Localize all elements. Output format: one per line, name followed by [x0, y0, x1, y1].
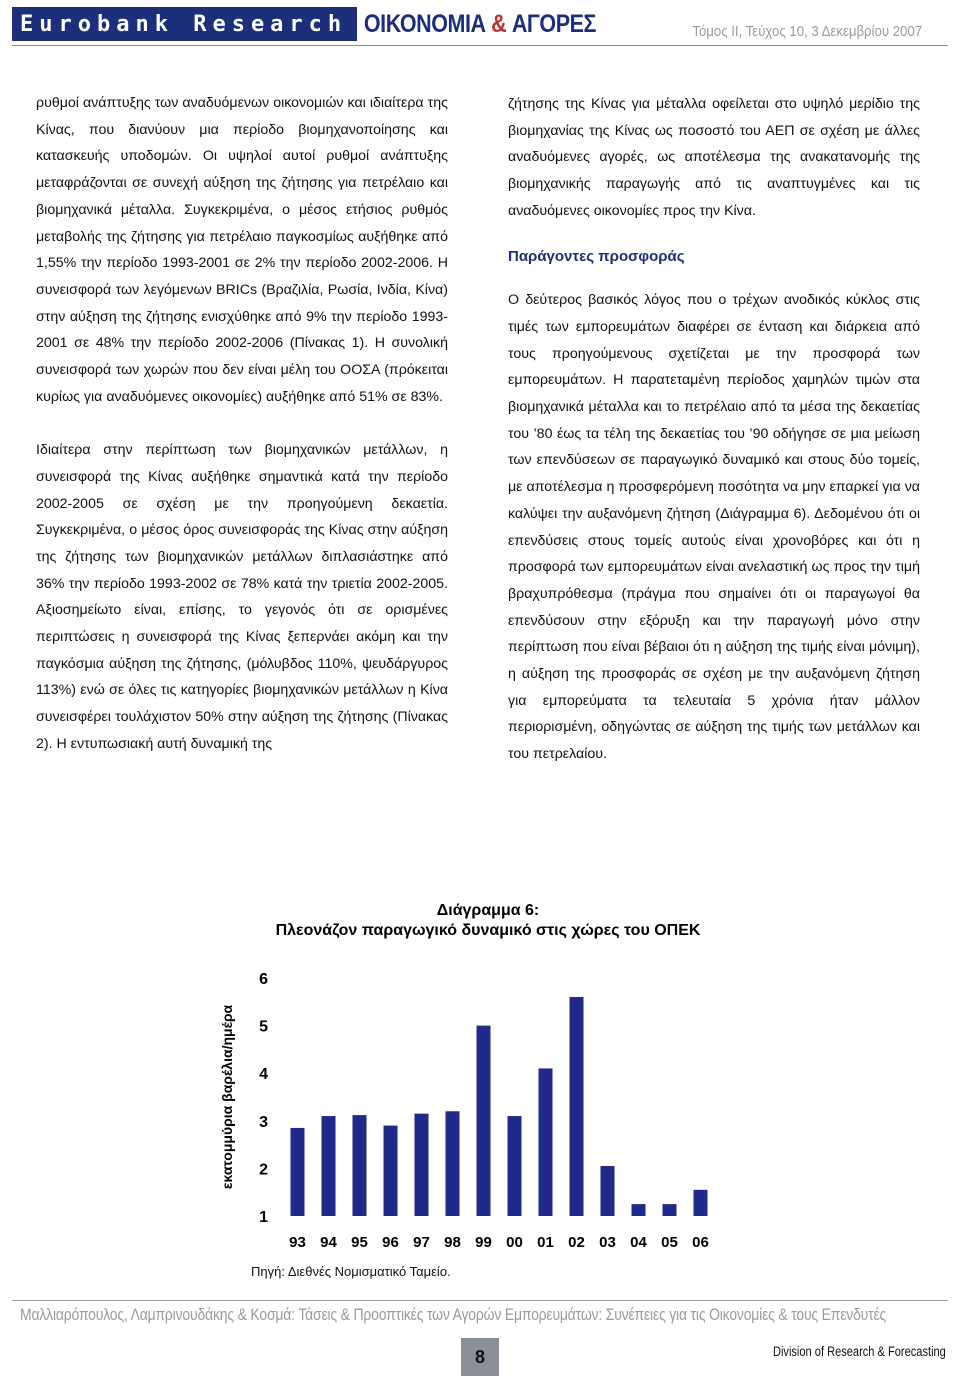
- x-tick-label-95: 95: [351, 1234, 368, 1251]
- bar-05: [663, 1204, 677, 1216]
- bar-01: [539, 1068, 553, 1216]
- section-title-part2: ΑΓΟΡΕΣ: [512, 9, 597, 38]
- chart-source: Πηγή: Διεθνές Νομισματικό Ταμείο.: [251, 1264, 451, 1279]
- x-tick-label-93: 93: [289, 1234, 306, 1251]
- x-tick-label-98: 98: [444, 1234, 461, 1251]
- x-tick-label-03: 03: [599, 1234, 616, 1251]
- y-tick-label-1: 1: [259, 1209, 268, 1226]
- chart-subtitle: Πλεονάζον παραγωγικό δυναμικό στις χώρες του ΟΠΕΚ: [275, 922, 701, 939]
- x-tick-label-06: 06: [692, 1234, 709, 1251]
- y-tick-label-5: 5: [259, 1018, 268, 1036]
- x-tick-label-02: 02: [568, 1234, 585, 1251]
- issue-info: Τόμος ΙΙ, Τεύχος 10, 3 Δεκεμβρίου 2007: [692, 23, 922, 40]
- x-tick-label-97: 97: [413, 1234, 430, 1251]
- bar-06: [694, 1190, 708, 1216]
- section-title-amp: &: [491, 9, 507, 38]
- bar-03: [601, 1166, 615, 1216]
- x-tick-label-00: 00: [506, 1234, 523, 1251]
- y-axis-label: εκατομμύρια βαρέλια/ημέρα: [219, 1004, 235, 1190]
- x-tick-label-01: 01: [537, 1234, 554, 1251]
- x-tick-label-94: 94: [320, 1234, 337, 1251]
- bar-98: [446, 1111, 460, 1216]
- bar-95: [353, 1115, 367, 1216]
- left-paragraph-1: ρυθμοί ανάπτυξης των αναδυόμενων οικονομιών και ιδιαίτερα της Κίνας, που διανύουν μια περίοδο βιομηχανοποίησης και κατασκευής υποδομών. Οι υψηλοί αυτοί ρυθμοί ανάπτυξης μεταφράζονται σε συνεχή αύξηση της ζήτησης για πετρέλαιο και βιομηχανικά μέταλλα. Συγκεκριμένα, ο μέσος ετήσιος ρυθμός μεταβολής της ζήτησης για πετρέλαιο παγκοσμίως αυξήθηκε από 1,55% την περίοδο 1993-2001 σε 2% την περίοδο 2002-2006. Η συνεισφορά των λεγόμενων BRICs (Βραζιλία, Ρωσία, Ινδία, Κίνα) στην αύξηση της ζήτησης ενισχύθηκε από 9% την περίοδο 1993-2001 σε 48% την περίοδο 2002-2006 (Πίνακας 1). Η συνολική συνεισφορά των χωρών που δεν είναι μέλη του ΟΟΣΑ (πρόκειται κυρίως για αναδυόμενες οικονομίες) αυξήθηκε από 51% σε 83%.: [36, 95, 448, 405]
- bar-02: [570, 997, 584, 1216]
- bar-04: [632, 1204, 646, 1216]
- y-tick-label-3: 3: [259, 1113, 268, 1131]
- x-tick-label-04: 04: [630, 1234, 647, 1251]
- y-tick-label-6: 6: [259, 971, 268, 988]
- division-name: Division of Research & Forecasting: [773, 1344, 946, 1359]
- right-paragraph-1: ζήτησης της Κίνας για μέταλλα οφείλεται στο υψηλό μερίδιο της βιομηχανίας της Κίνας ως ποσοστό του ΑΕΠ σε σχέση με άλλες αναδυόμενες αγορές, ως αποτέλεσμα της ανακατανομής της βιομηχανικής παραγωγής από τις αναπτυγμένες και τις αναδυόμενες οικονομίες προς την Κίνα.: [508, 96, 920, 219]
- y-tick-label-4: 4: [259, 1066, 268, 1084]
- y-tick-label-2: 2: [259, 1161, 268, 1179]
- x-tick-label-05: 05: [661, 1234, 678, 1251]
- page-number: 8: [461, 1338, 499, 1376]
- bar-00: [508, 1116, 522, 1216]
- chart-title: Διάγραμμα 6:: [436, 902, 540, 919]
- left-paragraph-2: Ιδιαίτερα στην περίπτωση των βιομηχανικών μετάλλων, η συνεισφορά της Κίνας αυξήθηκε σημαντικά κατά την περίοδο 2002-2005 σε σχέση με την προηγούμενη δεκαετία. Συγκεκριμένα, ο μέσος όρος συνεισφοράς της Κίνας στην αύξηση της ζήτησης των βιομηχανικών μετάλλων διπλασιάστηκε από 36% την περίοδο 1993-2002 σε 78% κατά την τριετία 2002-2005. Αξιοσημείωτο είναι, επίσης, το γεγονός ότι σε ορισμένες περιπτώσεις η συνεισφορά της Κίνας ξεπερνάει ακόμη και την παγκόσμια αύξηση της ζήτησης, (μόλυβδος 110%, ψευδάργυρος 113%) ενώ σε όλες τις κατηγορίες βιομηχανικών μετάλλων η Κίνα συνεισφέρει τουλάχιστον 50% στην αύξηση της ζήτησης (Πίνακας 2). Η εντυπωσιακή αυτή δυναμική της: [36, 442, 448, 752]
- x-tick-label-99: 99: [475, 1234, 492, 1251]
- bar-99: [477, 1026, 491, 1216]
- brand-logo: Eurobank Research: [12, 7, 357, 41]
- bar-94: [322, 1116, 336, 1216]
- footer-authors: Μαλλιαρόπουλος, Λαμπρινουδάκης & Κοσμά: Τάσεις & Προοπτικές των Αγορών Εμπορευμάτων: Συνέπειες για τις Οικονομίες & τους Επενδυτές: [20, 1306, 887, 1324]
- bar-96: [384, 1126, 398, 1216]
- bar-97: [415, 1114, 429, 1216]
- x-tick-label-96: 96: [382, 1234, 399, 1251]
- right-paragraph-2: Ο δεύτερος βασικός λόγος που ο τρέχων ανοδικός κύκλος στις τιμές των εμπορευμάτων διαφέρει σε ένταση και διάρκεια από τους προηγούμενους σχετίζεται με την προσφορά των εμπορευμάτων. Η παρατεταμένη περίοδος χαμηλών τιμών στα βιομηχανικά μέταλλα και το πετρέλαιο από τα μέσα της δεκαετίας του ’80 έως τα τέλη της δεκαετίας του ’90 οδήγησε σε μια μείωση των επενδύσεων σε παραγωγικό δυναμικό και στους δύο τομείς, με αποτέλεσμα η προσφερόμενη ποσότητα να μην επαρκεί για να καλύψει την αυξανόμενη ζήτηση (Διάγραμμα 6). Δεδομένου ότι οι επενδύσεις στους τομείς αυτούς είναι χρονοβόρες και ότι η προσφορά των εμπορευμάτων είναι ανελαστική ως προς την τιμή βραχυπρόθεσμα (πράγμα που σημαίνει ότι οι παραγωγοί θα επενδύσουν στην εξόρυξη και την παραγωγή μόνο στην περίπτωση που είναι βέβαιοι ότι η αύξηση της τιμής είναι μόνιμη), η αύξηση της προσφοράς σε σχέση με την αυξανόμενη ζήτηση για εμπορεύματα τα τελευταία 5 χρόνια ήταν μάλλον περιορισμένη, οδηγώντας σε αύξηση της τιμής των μετάλλων και του πετρελαίου.: [508, 292, 920, 763]
- section-title-part1: ΟΙΚΟΝΟΜΙΑ: [364, 9, 486, 38]
- subheading-supply-factors: Παράγοντες προσφοράς: [508, 247, 685, 265]
- bar-93: [291, 1128, 305, 1216]
- footer-divider: [12, 1300, 948, 1301]
